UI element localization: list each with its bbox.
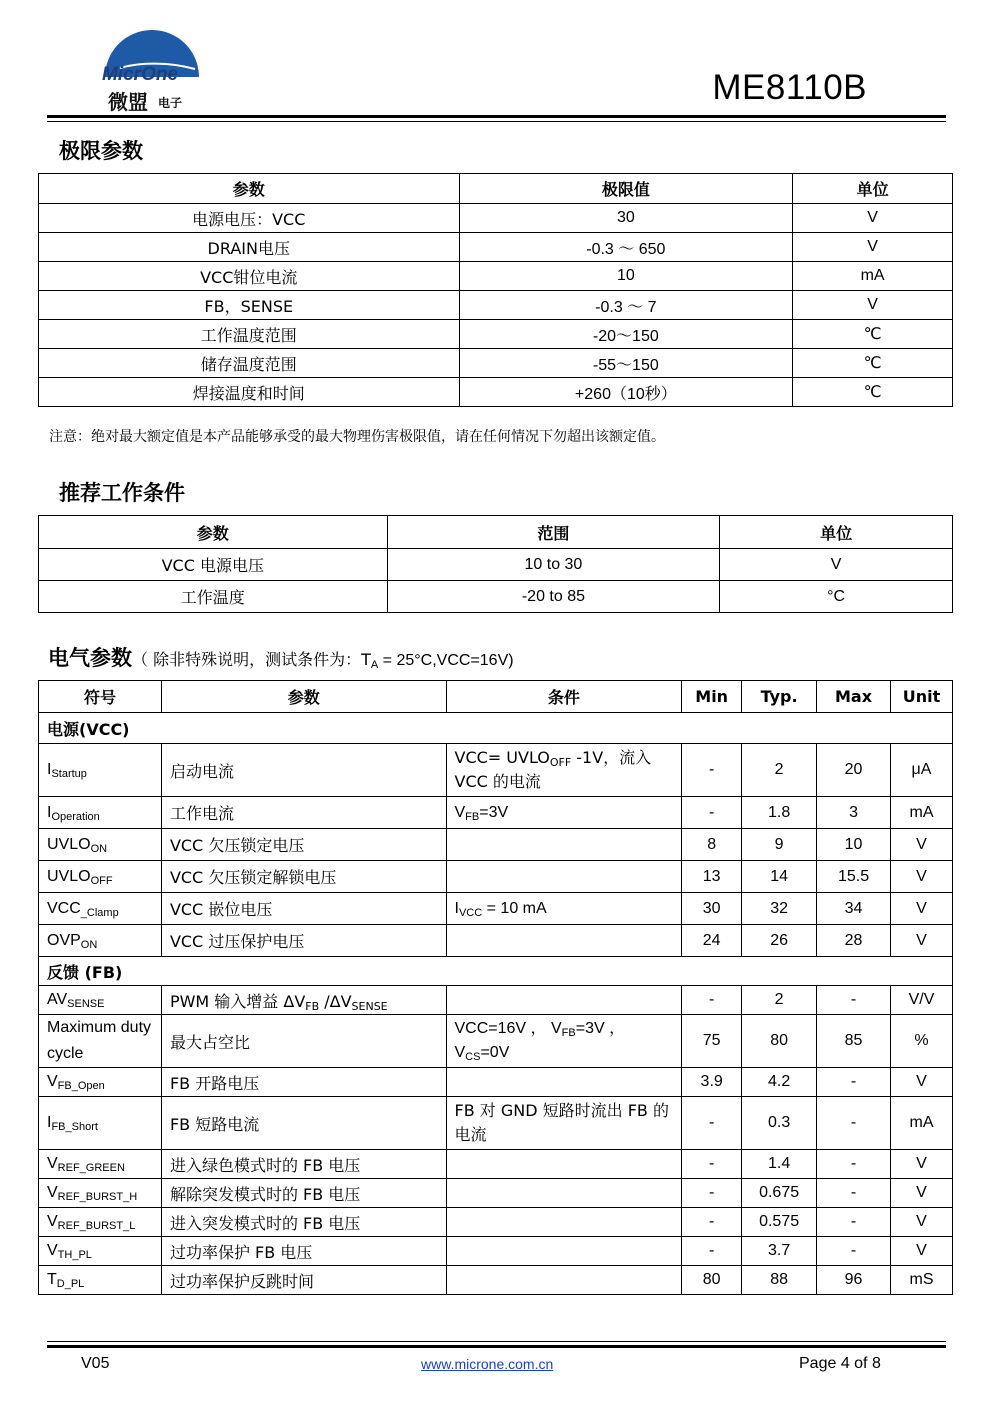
cond-a: VCC= UVLO — [454, 748, 550, 767]
cond-b: -1V，流入VCC 的电流 — [454, 748, 652, 791]
cond-cell: FB 对 GND 短路时流出 FB 的电流 — [446, 1097, 682, 1150]
cond-cell — [446, 1150, 682, 1179]
cond-b: =3V ， — [575, 1020, 626, 1037]
min-cell: 30 — [682, 893, 742, 925]
symbol-cell — [39, 744, 162, 797]
unit-cell: V/V — [890, 986, 952, 1015]
section-title-elec: 电气参数 — [48, 646, 132, 670]
param-cell: 进入绿色模式时的 FB 电压 — [161, 1150, 446, 1179]
table-row — [39, 861, 953, 893]
param-cell: 工作电流 — [161, 797, 446, 829]
symbol: V — [47, 1073, 58, 1090]
param-cell — [161, 986, 446, 1015]
cond-a-sub: FB — [465, 810, 480, 823]
unit-cell: V — [890, 1150, 952, 1179]
cond-a: I — [454, 899, 459, 917]
table-row — [39, 1150, 953, 1179]
table-cell: VCC钳位电流 — [39, 262, 460, 291]
unit-cell: mA — [890, 797, 952, 829]
table-cell: DRAIN电压 — [39, 233, 460, 262]
elec-subtitle-prefix: （ 除非特殊说明，测试条件为：T — [132, 650, 371, 669]
symbol-sub: Startup — [51, 768, 87, 780]
symbol: V — [47, 1184, 58, 1201]
cond-a: VCC=16V ， V — [454, 1020, 562, 1037]
max-cell: 10 — [817, 829, 891, 861]
symbol-sub: OFF — [90, 874, 113, 887]
table-cell: V — [720, 549, 953, 581]
max-cell: - — [817, 1097, 891, 1150]
typ-cell: 2 — [742, 986, 817, 1015]
logo-cn-small: 电子 — [158, 96, 183, 110]
symbol: V — [47, 1213, 58, 1230]
max-cell: - — [817, 1208, 891, 1237]
cond-cell — [446, 1015, 682, 1068]
typ-cell: 0.575 — [742, 1208, 817, 1237]
min-cell: - — [682, 1097, 742, 1150]
company-logo — [100, 22, 205, 114]
symbol-sub: REF_BURST_H — [57, 1191, 138, 1203]
min-cell: - — [682, 1208, 742, 1237]
group-row-fb: 反馈 (FB) — [39, 957, 953, 986]
symbol-cell — [39, 1068, 162, 1097]
unit-cell: V — [890, 893, 952, 925]
symbol-sub: REF_GREEN — [57, 1162, 125, 1174]
table-cell: 30 — [459, 204, 793, 233]
min-cell: - — [682, 797, 742, 829]
symbol-cell — [39, 893, 162, 925]
unit-cell: V — [890, 1237, 952, 1266]
table-cell: -0.3 ～ 7 — [459, 291, 793, 320]
symbol-sub: SENSE — [67, 998, 105, 1010]
typ-cell: 2 — [742, 744, 817, 797]
symbol-cell — [39, 1266, 162, 1295]
min-cell: 13 — [682, 861, 742, 893]
symbol: VCC — [47, 899, 81, 917]
min-cell: - — [682, 1150, 742, 1179]
unit-cell: V — [890, 925, 952, 957]
table-cell: 工作温度范围 — [39, 320, 460, 349]
cond-a-sub: FB — [561, 1027, 576, 1039]
symbol: V — [47, 1155, 58, 1172]
cond-b: =3V — [479, 803, 509, 821]
symbol-cell — [39, 861, 162, 893]
table-cell: -0.3 ～ 650 — [459, 233, 793, 262]
cond-cell — [446, 1068, 682, 1097]
cond-cell — [446, 861, 682, 893]
unit-cell: % — [890, 1015, 952, 1068]
unit-cell: V — [890, 1208, 952, 1237]
typ-cell: 88 — [742, 1266, 817, 1295]
footer-rule-thin — [47, 1341, 946, 1342]
min-cell: 24 — [682, 925, 742, 957]
max-cell: - — [817, 1179, 891, 1208]
table-cell: V — [793, 204, 953, 233]
cond-c: V — [454, 1044, 466, 1061]
cond-a: V — [454, 803, 466, 821]
param-sub2: SENSE — [351, 999, 388, 1013]
cond-cell — [446, 797, 682, 829]
param-cell: VCC 欠压锁定电压 — [161, 829, 446, 861]
symbol-sub: _Clamp — [80, 906, 119, 919]
elec-table — [38, 680, 953, 1295]
col-header: 参数 — [39, 516, 388, 549]
col-header: 参数 — [39, 174, 460, 204]
table-cell: ℃ — [793, 378, 953, 407]
col-header: 范围 — [387, 516, 720, 549]
cond-d: =0V — [480, 1044, 510, 1061]
symbol: I — [47, 803, 52, 821]
col-header: 单位 — [720, 516, 953, 549]
cond-a-sub: VCC — [458, 906, 483, 919]
symbol-cell — [39, 829, 162, 861]
symbol-cell — [39, 1150, 162, 1179]
typ-cell: 4.2 — [742, 1068, 817, 1097]
col-header: 极限值 — [459, 174, 793, 204]
typ-cell: 14 — [742, 861, 817, 893]
symbol-sub: ON — [80, 938, 98, 951]
header-rule — [47, 115, 946, 118]
typ-cell: 26 — [742, 925, 817, 957]
min-cell: - — [682, 1237, 742, 1266]
group-row-vcc: 电源(VCC) — [39, 713, 953, 744]
symbol: I — [47, 1114, 52, 1131]
param-cell: VCC 欠压锁定解锁电压 — [161, 861, 446, 893]
table-row — [39, 1237, 953, 1266]
table-row — [39, 1097, 953, 1150]
col-header: 条件 — [446, 681, 682, 713]
logo-text: MicrOne — [102, 64, 179, 85]
cond-cell — [446, 925, 682, 957]
symbol-sub: REF_BURST_L — [57, 1220, 136, 1232]
cond-b: = 10 mA — [482, 899, 547, 917]
col-header: Min — [682, 681, 742, 713]
symbol-cell — [39, 1208, 162, 1237]
col-header: Max — [817, 681, 891, 713]
section-title-rec-op: 推荐工作条件 — [59, 481, 185, 505]
col-header: Typ. — [742, 681, 817, 713]
symbol: UVLO — [47, 835, 91, 853]
typ-cell: 9 — [742, 829, 817, 861]
min-cell: 3.9 — [682, 1068, 742, 1097]
symbol: OVP — [47, 931, 81, 949]
symbol: V — [47, 1242, 58, 1259]
param-cell: 进入突发模式时的 FB 电压 — [161, 1208, 446, 1237]
table-cell: °C — [720, 581, 953, 613]
typ-cell: 1.8 — [742, 797, 817, 829]
table-row — [39, 925, 953, 957]
table-cell: -20 to 85 — [387, 581, 720, 613]
max-cell: - — [817, 1068, 891, 1097]
symbol-cell — [39, 1179, 162, 1208]
abs-max-table — [38, 173, 953, 407]
rec-op-table — [38, 515, 953, 613]
table-cell: 储存温度范围 — [39, 349, 460, 378]
section-title-elec-wrap — [48, 642, 514, 672]
abs-max-note: 注意：绝对最大额定值是本产品能够承受的最大物理伤害极限值，请在任何情况下勿超出该额定值。 — [49, 429, 665, 445]
max-cell: 34 — [817, 893, 891, 925]
cond-cell — [446, 1266, 682, 1295]
cond-cell — [446, 829, 682, 861]
param-cell: VCC 过压保护电压 — [161, 925, 446, 957]
typ-cell: 32 — [742, 893, 817, 925]
symbol-sub: FB_Open — [57, 1080, 105, 1092]
table-cell: 电源电压：VCC — [39, 204, 460, 233]
max-cell: 3 — [817, 797, 891, 829]
footer-url-link[interactable]: www.microne.com.cn — [421, 1356, 554, 1372]
min-cell: - — [682, 1179, 742, 1208]
table-cell: ℃ — [793, 320, 953, 349]
unit-cell: mS — [890, 1266, 952, 1295]
table-cell: V — [793, 291, 953, 320]
cond-cell — [446, 1208, 682, 1237]
table-row — [39, 1068, 953, 1097]
elec-subtitle-sub: A — [370, 659, 379, 671]
param-cell: VCC 嵌位电压 — [161, 893, 446, 925]
symbol-cell — [39, 986, 162, 1015]
typ-cell: 3.7 — [742, 1237, 817, 1266]
param-cell: 解除突发模式时的 FB 电压 — [161, 1179, 446, 1208]
typ-cell: 0.3 — [742, 1097, 817, 1150]
param-cell: 启动电流 — [161, 744, 446, 797]
footer-version: V05 — [81, 1355, 110, 1372]
table-cell: 10 to 30 — [387, 549, 720, 581]
table-row — [39, 744, 953, 797]
table-cell: +260（10秒） — [459, 378, 793, 407]
symbol: AV — [47, 991, 68, 1008]
table-cell: 工作温度 — [39, 581, 388, 613]
elec-subtitle-suffix: = 25°C,VCC=16V) — [378, 652, 514, 669]
unit-cell: V — [890, 861, 952, 893]
cond-a-sub: OFF — [549, 756, 572, 769]
table-row — [39, 1208, 953, 1237]
param-cell: 过功率保护 FB 电压 — [161, 1237, 446, 1266]
cond-c-sub: CS — [465, 1051, 481, 1063]
max-cell: 15.5 — [817, 861, 891, 893]
typ-cell: 80 — [742, 1015, 817, 1068]
max-cell: 85 — [817, 1015, 891, 1068]
cond-cell — [446, 744, 682, 797]
table-row — [39, 797, 953, 829]
symbol-cell — [39, 925, 162, 957]
param-cell: FB 开路电压 — [161, 1068, 446, 1097]
table-cell: V — [793, 233, 953, 262]
param-cell: FB 短路电流 — [161, 1097, 446, 1150]
symbol-cell — [39, 1237, 162, 1266]
table-cell: 10 — [459, 262, 793, 291]
unit-cell: V — [890, 1068, 952, 1097]
param-b: /ΔV — [319, 991, 352, 1011]
col-header: 单位 — [793, 174, 953, 204]
max-cell: - — [817, 986, 891, 1015]
table-cell: VCC 电源电压 — [39, 549, 388, 581]
symbol-cell — [39, 797, 162, 829]
min-cell: 75 — [682, 1015, 742, 1068]
part-number: ME8110B — [712, 68, 867, 107]
table-row — [39, 986, 953, 1015]
symbol-sub: TH_PL — [57, 1249, 92, 1261]
symbol-sub: D_PL — [56, 1278, 85, 1290]
cond-cell — [446, 1237, 682, 1266]
unit-cell: V — [890, 829, 952, 861]
table-cell: 焊接温度和时间 — [39, 378, 460, 407]
max-cell: - — [817, 1150, 891, 1179]
col-header: Unit — [890, 681, 952, 713]
max-cell: 96 — [817, 1266, 891, 1295]
table-row — [39, 893, 953, 925]
col-header: 符号 — [39, 681, 162, 713]
footer-page-number: Page 4 of 8 — [799, 1355, 881, 1372]
footer-rule — [47, 1345, 946, 1348]
symbol-cell: Maximum duty cycle — [39, 1015, 162, 1068]
param-a: PWM 输入增益 ΔV — [169, 991, 306, 1011]
cond-cell — [446, 986, 682, 1015]
typ-cell: 1.4 — [742, 1150, 817, 1179]
min-cell: - — [682, 744, 742, 797]
max-cell: - — [817, 1237, 891, 1266]
unit-cell: mA — [890, 1097, 952, 1150]
symbol-sub: FB_Short — [51, 1121, 98, 1133]
symbol-sub: ON — [90, 842, 108, 855]
symbol: UVLO — [47, 867, 91, 885]
unit-cell: μA — [890, 744, 952, 797]
unit-cell: V — [890, 1179, 952, 1208]
table-row — [39, 1015, 953, 1068]
param-cell: 最大占空比 — [161, 1015, 446, 1068]
table-cell: mA — [793, 262, 953, 291]
table-cell: FB，SENSE — [39, 291, 460, 320]
cond-cell — [446, 893, 682, 925]
min-cell: - — [682, 986, 742, 1015]
table-cell: ℃ — [793, 349, 953, 378]
min-cell: 8 — [682, 829, 742, 861]
max-cell: 28 — [817, 925, 891, 957]
symbol-cell — [39, 1097, 162, 1150]
table-cell: -20～150 — [459, 320, 793, 349]
logo-cn: 微盟 — [108, 90, 148, 114]
typ-cell: 0.675 — [742, 1179, 817, 1208]
min-cell: 80 — [682, 1266, 742, 1295]
max-cell: 20 — [817, 744, 891, 797]
table-row — [39, 829, 953, 861]
symbol: I — [47, 761, 52, 778]
symbol: T — [47, 1271, 57, 1288]
table-cell: -55～150 — [459, 349, 793, 378]
col-header: 参数 — [161, 681, 446, 713]
symbol-sub: Operation — [51, 810, 100, 823]
header-rule-thin — [47, 121, 946, 122]
param-sub1: FB — [305, 999, 320, 1013]
section-title-abs-max: 极限参数 — [59, 139, 143, 163]
table-row — [39, 1266, 953, 1295]
table-row — [39, 1179, 953, 1208]
cond-cell — [446, 1179, 682, 1208]
param-cell: 过功率保护反跳时间 — [161, 1266, 446, 1295]
